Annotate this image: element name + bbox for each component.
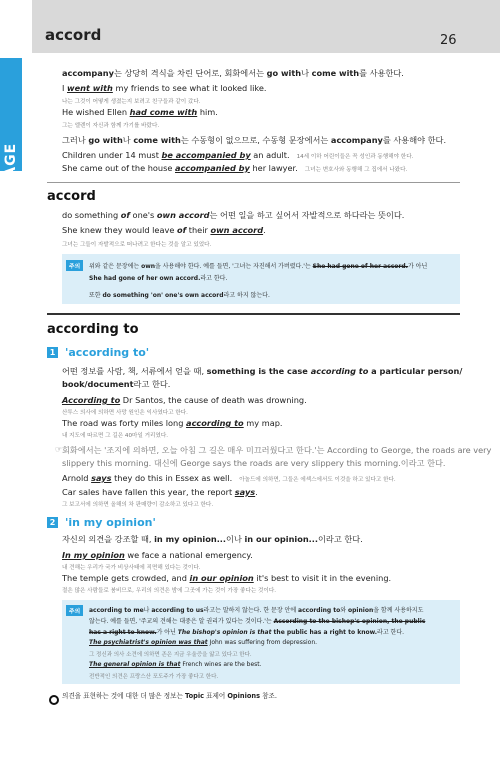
- section-divider: [47, 313, 460, 315]
- header-bar: [32, 0, 500, 53]
- according-example-2: The road was forty miles long according to my map.: [62, 418, 283, 428]
- accord-line-1: do something of one's own accord는 어떤 일을 하고 싶어서 자발적으로 하다라는 뜻이다.: [62, 210, 405, 220]
- according-warning-line-1: 회화에서는 '조지에 의하면, 오늘 아침 그 길은 매우 미끄러웠다고 한다.'는 According to George, the roads are very: [62, 445, 492, 455]
- according-note-translation-5: 전반적인 의견은 프랑스산 포도주가 가장 좋다고 한다.: [89, 674, 219, 680]
- subsection-2-heading: 2 'in my opinion': [47, 516, 156, 529]
- hand-pointer-icon: ☞: [55, 445, 63, 454]
- according-s2-line-1: 자신의 의견을 강조할 때, in my opinion...이나 in our opinion...이라고 한다.: [62, 534, 363, 544]
- according-note-line-4: The psychiatrist's opinion was that John was suffering from depression.: [89, 639, 318, 646]
- accord-note-line-2: She had gone of her own accord.라고 한다.: [89, 275, 228, 282]
- note-badge: 주의: [66, 605, 83, 616]
- according-note-box: [62, 600, 460, 684]
- page-number: 26: [440, 33, 457, 48]
- according-example-1: According to Dr Santos, the cause of death was drowning.: [62, 395, 307, 405]
- see-also-line: 의견을 표현하는 것에 대한 더 많은 정보는 Topic 표제어 Opinions 참조.: [62, 692, 277, 700]
- usage-line-2: 그러나 go with나 come with는 수동형이 없으므로, 수동형 문장에서는 accompany를 사용해야 한다.: [62, 135, 447, 145]
- usage-side-tab: [0, 58, 22, 202]
- page-header: [0, 0, 500, 56]
- usage-translation-2: 그는 엘렌이 자신과 함께 가기를 바랐다.: [62, 123, 160, 129]
- according-translation-5: 내 견해는 우리가 국가 비상사태에 직면해 있다는 것이다.: [62, 565, 201, 571]
- accord-heading: accord: [47, 189, 96, 204]
- according-note-line-1: according to me나 according to us라고는 말하지 않는다. 한 문장 안에 according to와 opinion을 함께 사용하지도: [89, 607, 424, 614]
- usage-line-1: accompany는 상당히 격식을 차린 단어로, 회화에서는 go with나 come with를 사용한다.: [62, 68, 404, 78]
- according-translation-1: 산투스 의사에 의하면 사망 원인은 익사였다고 한다.: [62, 410, 188, 416]
- accord-translation-1: 그녀는 그들이 자발적으로 떠나려고 한다는 것을 알고 있었다.: [62, 242, 212, 248]
- usage-example-2: He wished Ellen had come with him.: [62, 107, 218, 117]
- usage-example-3: Children under 14 must be accompanied by an adult. 14세 이하 어린이들은 꼭 성인과 동행해야 한다.: [62, 150, 414, 160]
- see-also-circle-icon: [49, 695, 59, 705]
- divider: [47, 182, 460, 183]
- according-example-5: In my opinion we face a national emergency.: [62, 550, 253, 560]
- according-s1-line-1: 어떤 정보를 사람, 책, 서류에서 얻을 때, something is the case according to a particular person/: [62, 366, 463, 376]
- accord-note-line-1: 위와 같은 문장에는 own을 사용해야 한다. 예를 들면, '그녀는 자진해서 가버렸다.'는 She had gone of her accord.가 아닌: [89, 263, 428, 270]
- header-title: accord: [45, 26, 102, 44]
- according-example-4: Car sales have fallen this year, the report says.: [62, 487, 258, 497]
- according-translation-4: 그 보고서에 의하면 올해의 차 판매량이 감소하고 있다고 한다.: [62, 502, 214, 508]
- according-note-line-3: has a right to know.가 아닌 The bishop's opinion is that the public has a right to know.라고 한다.: [89, 629, 405, 636]
- according-note-translation-4: 그 정신과 의사 소견에 의하면 존은 지금 우울증을 앓고 있다고 한다.: [89, 652, 252, 658]
- according-note-line-2: 않는다. 예를 들면, '주교의 견해는 대중은 알 권리가 있다는 것이다.'는 According to the bishop's opinion, the public: [89, 618, 426, 625]
- according-to-heading: according to: [47, 322, 139, 337]
- usage-tab-label: USAGE: [3, 142, 19, 202]
- usage-example-4: She came out of the house accompanied by her lawyer. 그녀는 변호사와 동행해 그 집에서 나왔다.: [62, 163, 408, 173]
- according-example-3: Arnold says they do this in Essex as well. 아놀드에 의하면, 그들은 에섹스에서도 이것을 하고 있다고 한다.: [62, 473, 396, 483]
- according-s1-line-2: book/document라고 한다.: [62, 379, 171, 389]
- according-example-6: The temple gets crowded, and in our opinion it's best to visit it in the evening.: [62, 573, 392, 583]
- according-note-line-5: The general opinion is that French wines are the best.: [89, 661, 262, 668]
- according-warning-line-2: slippery this morning. 대신에 George says the roads are very slippery this morning.이라고 한다.: [62, 458, 446, 468]
- according-translation-6: 절은 많은 사람들로 붐비므로, 우리의 의견은 밤에 그곳에 가는 것이 가장 좋다는 것이다.: [62, 588, 277, 594]
- accord-note-box: [62, 254, 460, 304]
- usage-translation-1: 나는 그것이 어떻게 생겼는지 보려고 친구들과 같이 갔다.: [62, 99, 201, 105]
- accord-note-line-3: 또한 do something 'on' one's own accord라고 하지 않는다.: [89, 292, 270, 299]
- note-badge: 주의: [66, 260, 83, 271]
- usage-example-1: I went with my friends to see what it looked like.: [62, 83, 267, 93]
- according-translation-2: 내 지도에 따르면 그 길은 40마일 거리였다.: [62, 433, 169, 439]
- subsection-1-heading: 1 'according to': [47, 346, 149, 359]
- accord-example-1: She knew they would leave of their own accord.: [62, 225, 266, 235]
